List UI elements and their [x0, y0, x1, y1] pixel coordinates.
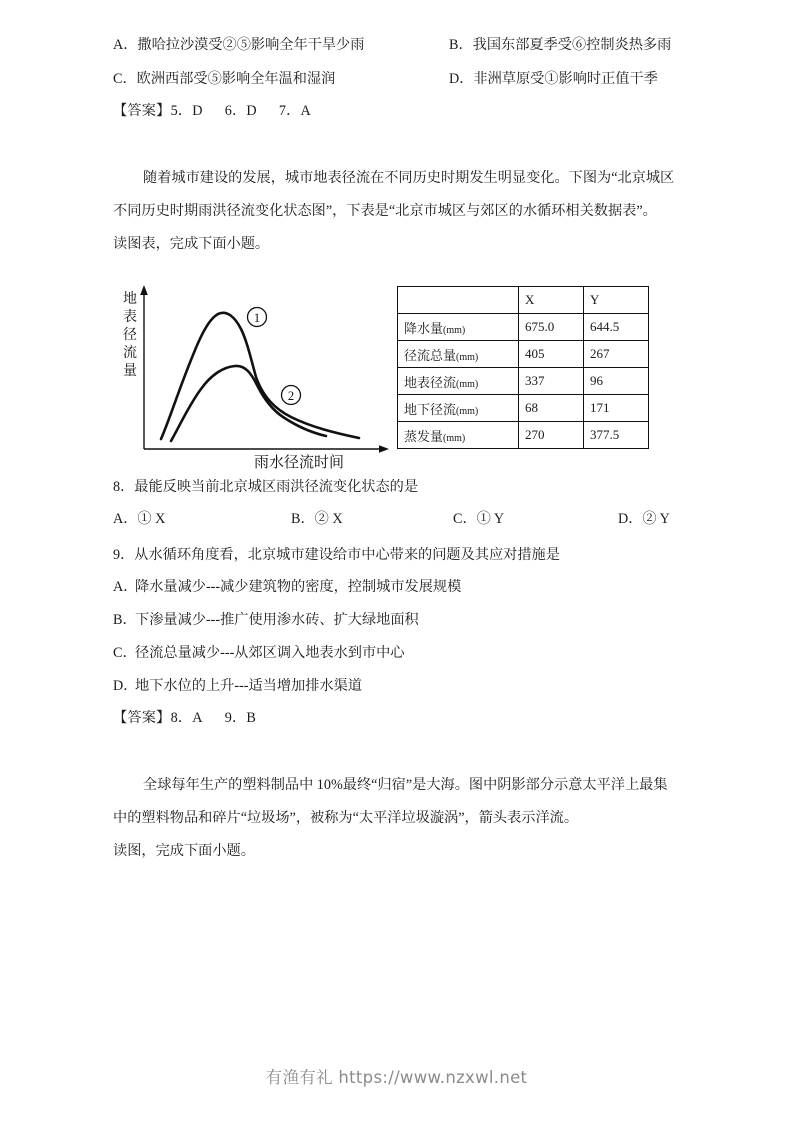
- passage-plastic-line-1: [113, 769, 683, 802]
- cell-x: 337: [519, 368, 584, 395]
- question-9-option-a: [113, 571, 683, 604]
- cell-y: 171: [584, 395, 649, 422]
- prev-option-a: A．撒哈拉沙漠受②⑤影响全年干旱少雨: [113, 37, 365, 53]
- question-9-option-b-text: 下渗量减少---推广使用渗水砖、扩大绿地面积: [135, 612, 419, 628]
- section-gap-1: [113, 126, 683, 162]
- table-row: [398, 422, 649, 449]
- passage-beijing: [113, 162, 683, 261]
- question-9-option-d-text: 地下水位的上升---适当增加排水渠道: [135, 678, 362, 694]
- prev-option-b: B．我国东部夏季受⑥控制炎热多雨: [449, 37, 672, 53]
- table-row: [398, 341, 649, 368]
- series-curve-1: [161, 313, 359, 439]
- question-8-options: [113, 503, 683, 535]
- question-8-stem: 8．最能反映当前北京城区雨洪径流变化状态的是: [113, 479, 419, 495]
- prev-options-row-2: [113, 62, 683, 96]
- x-axis-label: 雨水径流时间: [253, 455, 345, 469]
- svg-text:1: 1: [253, 311, 261, 325]
- passage-plastic-text-1: 全球每年生产的塑料制品中 10%最终“归宿”是大海。图中阴影部分示意太平洋上最集: [143, 777, 668, 793]
- table-header-row: [398, 287, 649, 314]
- figure-block: [113, 281, 683, 471]
- table-row: [398, 368, 649, 395]
- cell-y: 644.5: [584, 314, 649, 341]
- cell-x: 270: [519, 422, 584, 449]
- hydrograph-chart: [113, 281, 398, 474]
- question-9-option-b: [113, 604, 683, 637]
- header-col-y: Y: [584, 287, 649, 314]
- question-8-option-c: C．① Y: [453, 511, 505, 527]
- y-axis-label: [123, 290, 137, 379]
- passage-beijing-text-1: 随着城市建设的发展，城市地表径流在不同历史时期发生明显变化。下图为“北京城区: [143, 170, 675, 186]
- passage-beijing-line-1: [113, 162, 683, 195]
- hydrograph-svg: [113, 281, 398, 469]
- prev-option-d: D．非洲草原受①影响时正值干季: [449, 71, 658, 87]
- cell-y: 267: [584, 341, 649, 368]
- annotation-2: [282, 386, 301, 405]
- question-9-option-a-label: A．: [113, 579, 138, 595]
- annotation-1: [248, 308, 267, 327]
- water-cycle-table-wrap: [397, 286, 649, 449]
- footer-watermark: 有渔有礼 https://www.nzxwl.net: [265, 1068, 528, 1087]
- prev-answer-line: [113, 96, 683, 126]
- question-9-option-d-label: D．: [113, 678, 138, 694]
- question-9-answer-line: [113, 703, 683, 733]
- table-row: [398, 395, 649, 422]
- prev-answer-7: 7．A: [278, 103, 311, 119]
- prev-answer-label: 【答案】: [113, 103, 171, 119]
- svg-text:地: 地: [123, 292, 137, 307]
- cell-y: 96: [584, 368, 649, 395]
- question-8-option-b: B．② X: [291, 511, 343, 527]
- passage-beijing-line-3: 读图表，完成下面小题。: [113, 236, 270, 252]
- passage-plastic: [113, 769, 683, 868]
- question-9-option-c-text: 径流总量减少---从郊区调入地表水到市中心: [135, 645, 405, 661]
- figure-gap: [113, 261, 683, 275]
- passage-beijing-line-2: 不同历史时期雨洪径流变化状态图”，下表是“北京市城区与郊区的水循环相关数据表”。: [113, 203, 657, 219]
- header-blank: [398, 287, 519, 314]
- row-label-surface-runoff: 地表径流(mm): [398, 368, 519, 395]
- y-axis-arrow: [140, 285, 148, 295]
- question-9-option-d: [113, 670, 683, 703]
- cell-y: 377.5: [584, 422, 649, 449]
- answer-8: 8．A: [170, 710, 203, 726]
- question-9-option-c: [113, 637, 683, 670]
- svg-text:流: 流: [123, 346, 137, 361]
- question-9-option-b-label: B．: [113, 612, 137, 628]
- svg-text:2: 2: [287, 389, 295, 403]
- question-9-option-a-text: 降水量减少---减少建筑物的密度，控制城市发展规模: [135, 579, 462, 595]
- series-curve-2: [171, 366, 326, 441]
- row-label-precipitation: 降水量(mm): [398, 314, 519, 341]
- prev-option-c: C．欧洲西部受⑤影响全年温和湿润: [113, 71, 336, 87]
- document-content: [113, 0, 683, 868]
- cell-x: 405: [519, 341, 584, 368]
- row-label-subsurface-runoff: 地下径流(mm): [398, 395, 519, 422]
- row-label-total-runoff: 径流总量(mm): [398, 341, 519, 368]
- header-col-x: X: [519, 287, 584, 314]
- section-gap-2: [113, 733, 683, 769]
- question-9-option-c-label: C．: [113, 645, 137, 661]
- cell-x: 68: [519, 395, 584, 422]
- svg-text:径: 径: [123, 328, 137, 343]
- x-axis-arrow: [379, 445, 389, 453]
- prev-options-row-1: [113, 28, 683, 62]
- passage-plastic-line-3: 读图，完成下面小题。: [113, 843, 255, 859]
- svg-text:表: 表: [123, 310, 137, 325]
- passage-plastic-line-2: 中的塑料物品和碎片“垃圾场”，被称为“太平洋垃圾漩涡”，箭头表示洋流。: [113, 810, 579, 826]
- row-label-evaporation: 蒸发量(mm): [398, 422, 519, 449]
- table-row: [398, 314, 649, 341]
- question-9-stem: 9．从水循环角度看，北京城市建设给市中心带来的问题及其应对措施是: [113, 547, 560, 563]
- water-cycle-table: [397, 286, 649, 449]
- prev-answer-6: 6．D: [224, 103, 257, 119]
- question-8-option-a: A．① X: [113, 511, 166, 527]
- cell-x: 675.0: [519, 314, 584, 341]
- answer-9: 9．B: [224, 710, 257, 726]
- question-8-option-d: D．② Y: [618, 511, 670, 527]
- top-spacer: [113, 0, 683, 28]
- svg-text:量: 量: [123, 364, 137, 379]
- answer-label-2: 【答案】: [113, 710, 171, 726]
- prev-answer-5: 5．D: [170, 103, 203, 119]
